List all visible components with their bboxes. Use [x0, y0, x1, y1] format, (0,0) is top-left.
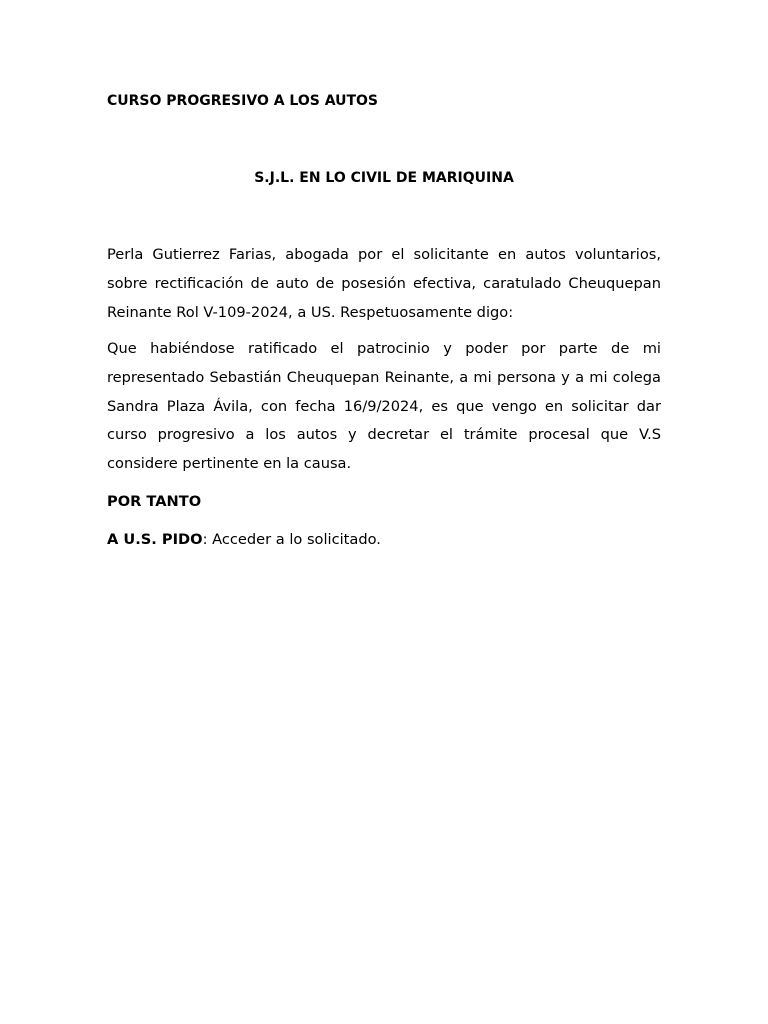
pido-text: : Acceder a lo solicitado.	[202, 531, 381, 548]
paragraph-line: considere pertinente en la causa.	[107, 455, 352, 473]
paragraph-line: Reinante Rol V-109-2024, a US. Respetuosamente digo:	[107, 303, 514, 321]
pido-line	[107, 531, 381, 549]
court-heading: S.J.L. EN LO CIVIL DE MARIQUINA	[254, 170, 514, 186]
paragraph-request	[107, 335, 661, 479]
por-tanto-heading: POR TANTO	[107, 493, 202, 510]
paragraph-line: Perla Gutierrez Farias, abogada por el solicitante en autos voluntarios,	[107, 246, 661, 263]
paragraph-line: Sandra Plaza Ávila, con fecha 16/9/2024, es que vengo en solicitar dar	[107, 397, 661, 415]
paragraph-intro	[107, 241, 661, 327]
sumilla-heading: CURSO PROGRESIVO A LOS AUTOS	[107, 93, 379, 109]
pido-label: A U.S. PIDO	[107, 531, 203, 548]
paragraph-line: representado Sebastián Cheuquepan Reinante, a mi persona y a mi colega	[107, 368, 661, 386]
paragraph-line: curso progresivo a los autos y decretar el trámite procesal que V.S	[107, 426, 661, 444]
paragraph-line: Que habiéndose ratificado el patrocinio y poder por parte de mi	[107, 340, 661, 357]
paragraph-line: sobre rectificación de auto de posesión efectiva, caratulado Cheuquepan	[107, 274, 661, 292]
